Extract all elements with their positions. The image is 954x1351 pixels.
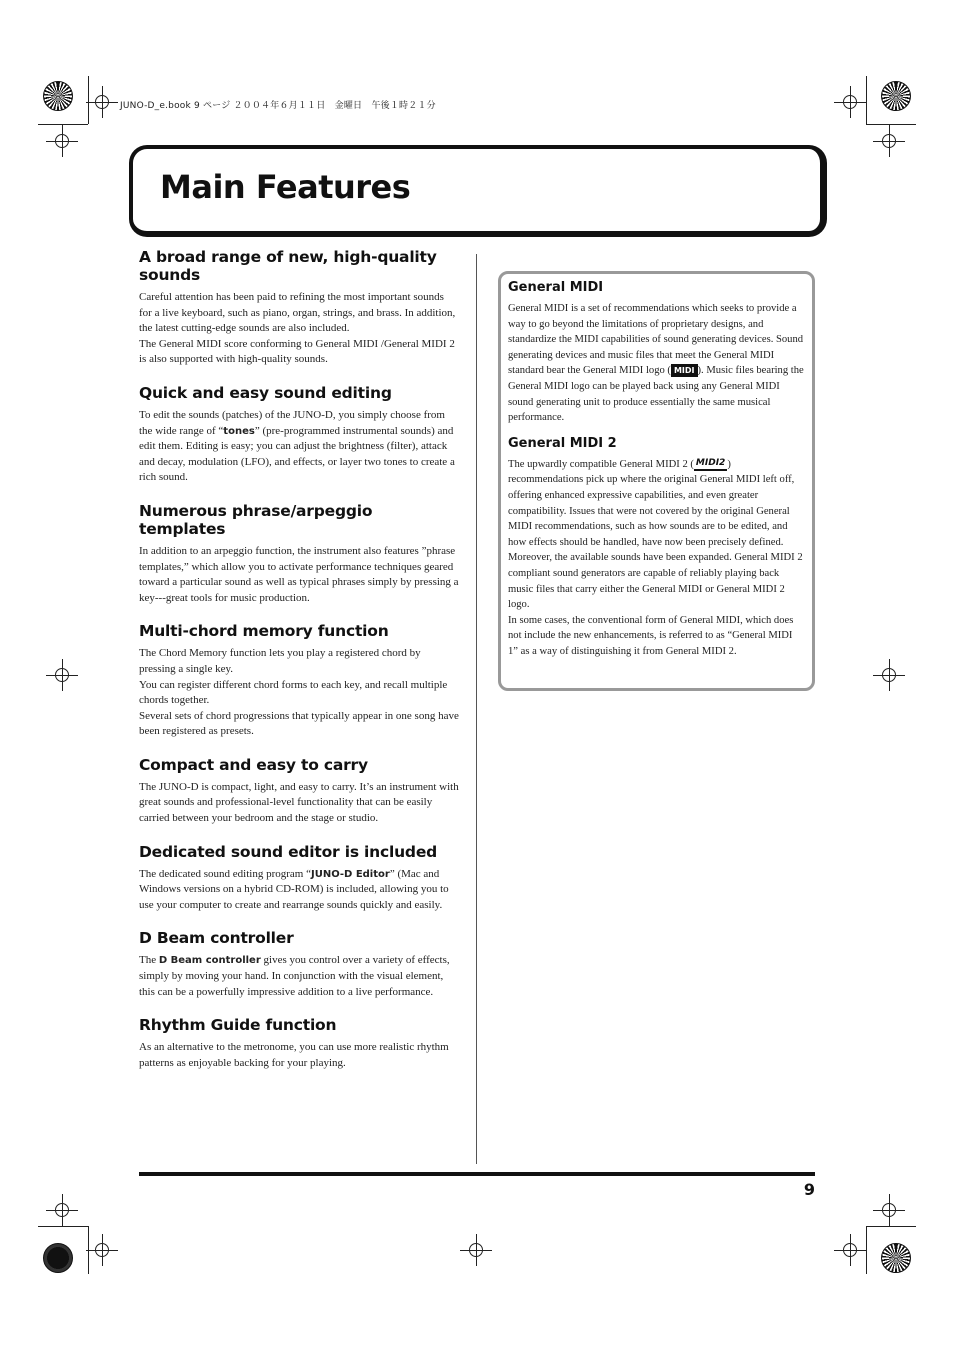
- crosshair-mark: [466, 1240, 486, 1260]
- section-paragraph: The D Beam controller gives you control over a variety of effects, simply by moving your hand. In conjunction with the visual element, this can be a powerfully impressive addition to a live performance.: [139, 954, 450, 998]
- crosshair-mark: [840, 1240, 860, 1260]
- crop-line: [866, 76, 867, 124]
- print-header: JUNO-D_e.book 9 ページ ２００４年６月１１日 金曜日 午後１時２１分: [120, 101, 436, 111]
- registration-target-bottom-left: [43, 1243, 73, 1273]
- page-number: 9: [803, 1180, 815, 1199]
- registration-target-bottom-right: [881, 1243, 911, 1273]
- crop-line: [866, 1226, 916, 1227]
- section-compact: [139, 756, 459, 827]
- general-midi-sidebar: [498, 271, 815, 691]
- registration-target-top-right: [881, 81, 911, 111]
- section-heading: Quick and easy sound editing: [139, 383, 392, 402]
- sidebar-heading-gm: General MIDI: [508, 280, 604, 295]
- section-chord-memory: [139, 622, 459, 740]
- crop-line: [88, 1226, 89, 1274]
- general-midi-2-logo-icon: MIDI2: [694, 458, 727, 471]
- section-rhythm-guide: [139, 1016, 459, 1071]
- registration-target-top-left: [43, 81, 73, 111]
- page-title: Main Features: [160, 168, 411, 206]
- crop-line: [38, 1226, 88, 1227]
- crop-line: [866, 1226, 867, 1274]
- crop-line: [88, 76, 89, 124]
- keyword-editor: JUNO-D Editor: [310, 868, 390, 880]
- section-sound-editor: [139, 843, 459, 914]
- section-heading: Multi-chord memory function: [139, 622, 389, 641]
- crosshair-mark: [52, 1200, 72, 1220]
- keyword-tones: tones: [223, 425, 255, 437]
- section-paragraph: Careful attention has been paid to refining the most important sounds for a live keyboard, such as piano, organ, strings, and brass. In addition, the latest cutting-edge sounds are also included.: [139, 291, 456, 335]
- section-heading: D Beam controller: [139, 929, 294, 948]
- crosshair-mark: [879, 131, 899, 151]
- general-midi-logo-icon: MIDI: [671, 364, 698, 377]
- section-heading: Compact and easy to carry: [139, 755, 368, 774]
- section-paragraph: As an alternative to the metronome, you can use more realistic rhythm patterns as enjoyable backing for your playing.: [139, 1041, 449, 1069]
- footer-rule: [139, 1172, 815, 1176]
- section-paragraph: The JUNO-D is compact, light, and easy to carry. It’s an instrument with great sounds and professional-level functionality that can be easily carried between your bedroom and the stage or studio.: [139, 780, 459, 825]
- crosshair-mark: [52, 665, 72, 685]
- sidebar-paragraph-gm: General MIDI is a set of recommendations which seeks to provide a way to go beyond the limitations of proprietary designs, and standardize the MIDI capabilities of sound generating devices. Sound generating devices and music files that meet the General MIDI standard bear the General MIDI logo ( MIDI ). Music files bearing the General MIDI logo can be played back using any General MIDI sound generating unit to produce essentially the same musical performance.: [508, 303, 804, 424]
- section-paragraph: The General MIDI score conforming to General MIDI /General MIDI 2 is also supported with high-quality sounds.: [139, 337, 455, 366]
- section-d-beam: [139, 929, 459, 1000]
- section-paragraph: To edit the sounds (patches) of the JUNO-D, you simply choose from the wide range of “tones” (pre-programmed instrumental sounds) and edit them. Editing is easy; you can adjust the brightness (filter), attack and decay, modulation (LFO), and effects, or layer two tones to create a rich sound.: [139, 408, 455, 484]
- column-divider: [476, 254, 477, 1164]
- section-heading: Dedicated sound editor is included: [139, 842, 438, 861]
- sidebar-paragraph-gm2-note: In some cases, the conventional form of General MIDI, which does not include the new enhancements, is referred to as “General MIDI 1” as a way of distinguishing it from General MIDI 2.: [508, 614, 794, 657]
- crosshair-mark: [879, 1200, 899, 1220]
- crop-line: [38, 124, 88, 125]
- section-phrase-templates: [139, 502, 459, 606]
- sidebar-paragraph-gm2: The upwardly compatible General MIDI 2 ( MIDI2 ) recommendations pick up where the original General MIDI left off, offering enhanced expressive capabilities, and even greater compatibility. Issues that were not covered by the original General MIDI recommendations, such as how sounds are to be edited, and how effects should be handled, have now been precisely defined. Moreover, the available sounds have been expanded. General MIDI 2 compliant sound generators are capable of reliably playing back music files that carry either the General MIDI or General MIDI 2 logo.: [508, 457, 803, 611]
- crosshair-mark: [879, 665, 899, 685]
- section-broad-range: [139, 248, 459, 368]
- crosshair-mark: [840, 92, 860, 112]
- crop-line: [866, 124, 916, 125]
- section-paragraph: Several sets of chord progressions that typically appear in one song have been registered as presets.: [139, 709, 459, 738]
- crosshair-mark: [52, 131, 72, 151]
- section-heading: Rhythm Guide function: [139, 1016, 337, 1035]
- crosshair-mark: [92, 92, 112, 112]
- section-heading: A broad range of new, high-quality sounds: [139, 248, 437, 284]
- section-paragraph: The Chord Memory function lets you play a registered chord by pressing a single key.: [139, 647, 421, 675]
- crosshair-mark: [92, 1240, 112, 1260]
- section-paragraph: You can register different chord forms to each key, and recall multiple chords together.: [139, 678, 448, 707]
- section-sound-editing: [139, 384, 459, 486]
- section-paragraph: The dedicated sound editing program “JUNO-D Editor” (Mac and Windows versions on a hybrid CD-ROM) is included, allowing you to use your computer to create and rearrange sounds quickly and easily.: [139, 867, 449, 911]
- keyword-d-beam: D Beam controller: [158, 955, 261, 967]
- left-column: [139, 248, 459, 1071]
- section-heading: Numerous phrase/arpeggio templates: [139, 501, 373, 538]
- section-paragraph: In addition to an arpeggio function, the instrument also features ”phrase templates,” which allow you to activate performance techniques geared toward a particular sound as well as typical phrases simply by pressing a key---great tools for music production.: [139, 544, 459, 604]
- sidebar-heading-gm2: General MIDI 2: [508, 435, 617, 451]
